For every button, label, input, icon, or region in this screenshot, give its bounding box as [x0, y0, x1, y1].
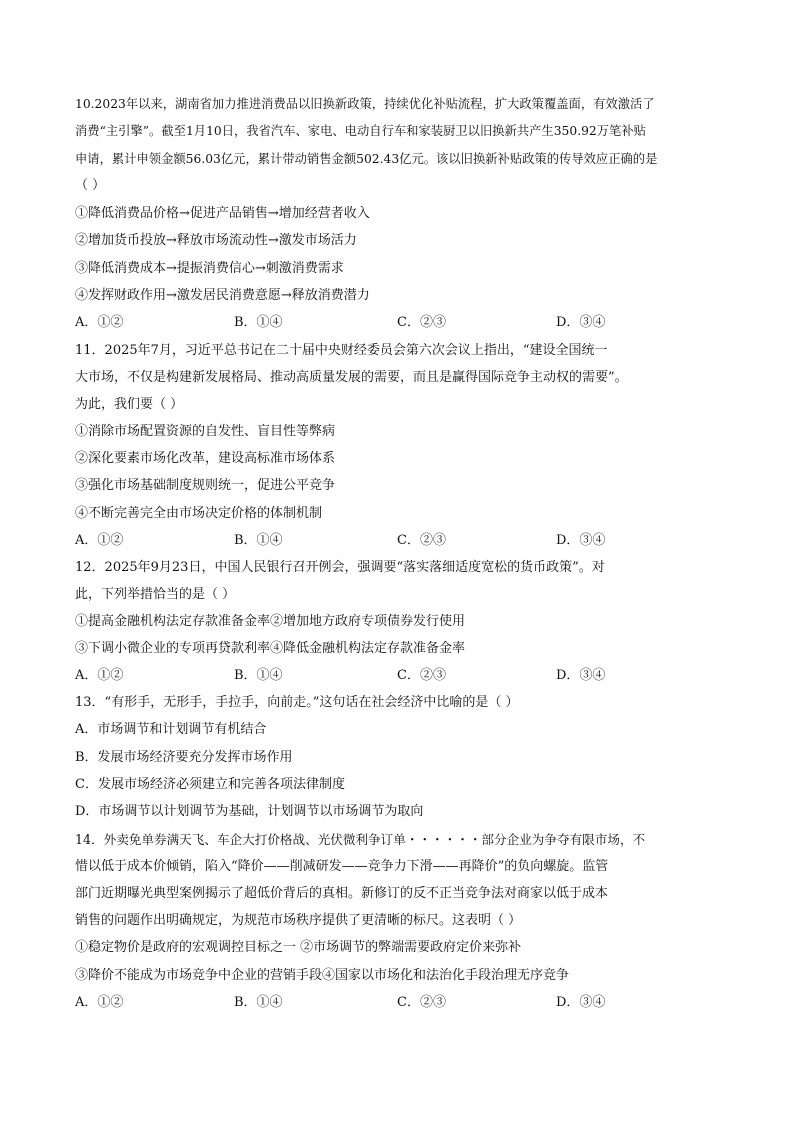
question-12-option-a: A．①② [75, 668, 124, 683]
question-14-option-c: C．②③ [397, 995, 446, 1010]
question-14-item: ①稳定物价是政府的宏观调控目标之一 ②市场调节的弊端需要政府定价来弥补 [75, 940, 522, 955]
question-12-option-d: D．③④ [556, 668, 606, 683]
question-14-option-a: A．①② [75, 995, 124, 1010]
question-10-item: ③降低消费成本→提振消费信心→刺激消费需求 [75, 261, 344, 276]
question-10-option-b: B．①④ [234, 315, 283, 330]
question-10-stem-line: （ ） [75, 178, 106, 193]
question-14-stem-line: 14．外卖免单券满天飞、车企大打价格战、光伏微利争订单・・・・・・部分企业为争夺有限市场，不 [75, 832, 646, 847]
question-10-item: ①降低消费品价格→促进产品销售→增加经营者收入 [75, 206, 370, 221]
question-12-stem-line: 12．2025年9月23日，中国人民银行召开例会，强调要“落实落细适度宽松的货币政策”。对 [75, 560, 605, 575]
question-10-option-a: A．①② [75, 315, 124, 330]
question-11-option-c: C．②③ [397, 533, 446, 548]
question-10-option-c: C．②③ [397, 315, 446, 330]
question-11-item: ②深化要素市场化改革，建设高标准市场体系 [75, 451, 336, 466]
question-10-stem-line: 10.2023年以来，湖南省加力推进消费品以旧换新政策，持续优化补贴流程，扩大政策覆盖面，有效激活了 [75, 97, 655, 111]
question-10-item: ④发挥财政作用→激发居民消费意愿→释放消费潜力 [75, 288, 370, 303]
question-10-stem-line: 消费“主引擎”。截至1月10日，我省汽车、家电、电动自行车和家装厨卫以旧换新共产生350.92万笔补贴 [75, 124, 646, 138]
question-11-item: ③强化市场基础制度规则统一，促进公平竞争 [75, 478, 336, 493]
question-10-option-d: D．③④ [556, 315, 606, 330]
question-14-option-b: B．①④ [234, 995, 283, 1010]
question-13-option-b: B．发展市场经济要充分发挥市场作用 [75, 750, 293, 765]
question-14-stem-line: 惜以低于成本价倾销，陷入“降价——削减研发——竞争力下滑——再降价”的负向螺旋。监管 [75, 859, 609, 874]
question-10-stem-line: 申请，累计申领金额56.03亿元，累计带动销售金额502.43亿元。该以旧换新补贴政策的传导效应正确的是 [75, 152, 658, 166]
question-11-stem-line: 大市场，不仅是构建新发展格局、推动高质量发展的需要，而且是赢得国际竞争主动权的需要”。 [75, 370, 628, 385]
question-14-stem-line: 部门近期曝光典型案例揭示了超低价背后的真相。新修订的反不正当竞争法对商家以低于成本 [75, 886, 609, 901]
question-13-option-a: A．市场调节和计划调节有机结合 [75, 722, 267, 737]
question-13-stem-line: 13．“有形手，无形手，手拉手，向前走。”这句话在社会经济中比喻的是（ ） [75, 695, 519, 710]
question-11-stem-line: 11．2025年7月，习近平总书记在二十届中央财经委员会第六次会议上指出，“建设全国统一 [75, 343, 608, 358]
question-11-option-d: D．③④ [556, 533, 606, 548]
question-11-item: ①消除市场配置资源的自发性、盲目性等弊病 [75, 424, 336, 439]
question-12-item: ③下调小微企业的专项再贷款利率④降低金融机构法定存款准备金率 [75, 641, 466, 656]
question-10-item: ②增加货币投放→释放市场流动性→激发市场活力 [75, 233, 357, 248]
question-12-option-c: C．②③ [397, 668, 446, 683]
question-11-option-b: B．①④ [234, 533, 283, 548]
question-14-option-d: D．③④ [556, 995, 606, 1010]
question-13-option-c: C．发展市场经济必须建立和完善各项法律制度 [75, 777, 345, 792]
question-12-stem-line: 此，下列举措恰当的是（ ） [75, 587, 236, 602]
question-13-option-d: D．市场调节以计划调节为基础，计划调节以市场调节为取向 [75, 804, 424, 819]
question-11-option-a: A．①② [75, 533, 124, 548]
question-11-stem-line: 为此，我们要（ ） [75, 397, 184, 412]
question-11-item: ④不断完善完全由市场决定价格的体制机制 [75, 506, 323, 521]
question-14-stem-line: 销售的问题作出明确规定，为规范市场秩序提供了更清晰的标尺。这表明（ ） [75, 913, 522, 928]
question-12-item: ①提高金融机构法定存款准备金率②增加地方政府专项债券发行使用 [75, 614, 466, 629]
question-12-option-b: B．①④ [234, 668, 283, 683]
question-14-item: ③降价不能成为市场竞争中企业的营销手段④国家以市场化和法治化手段治理无序竞争 [75, 968, 570, 983]
